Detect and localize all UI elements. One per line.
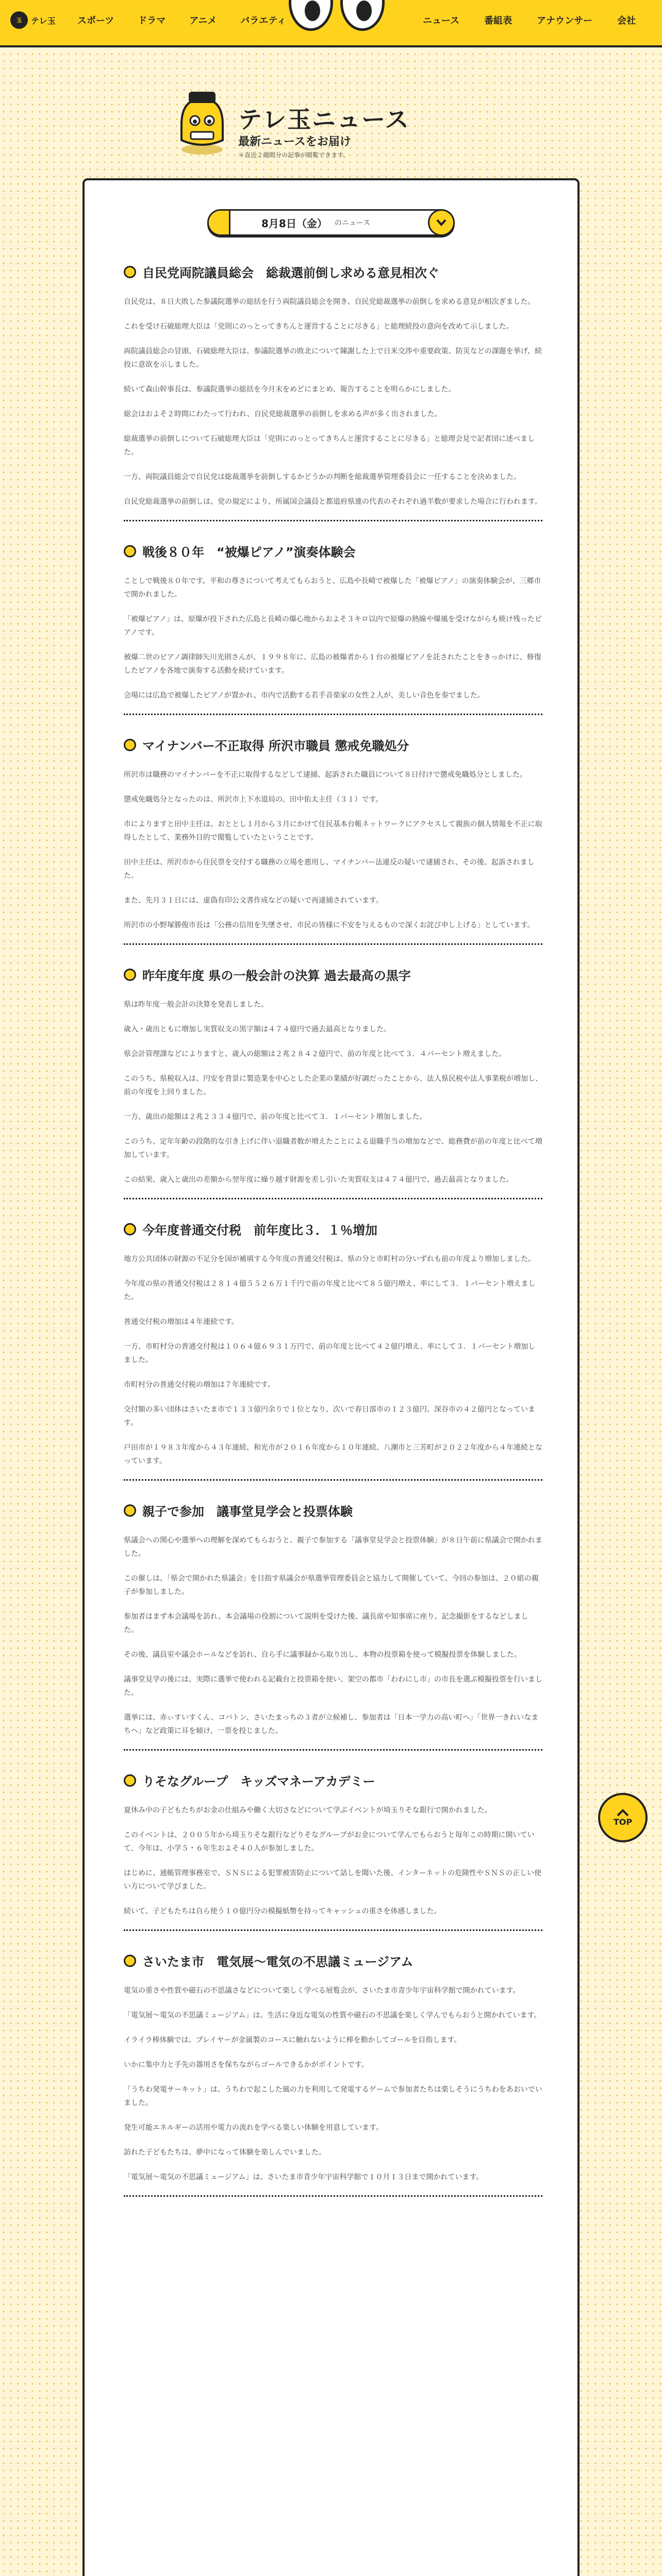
- article-paragraph: この催しは、「県会で開かれた県議会」を目指す県議会が県選挙管理委員会と協力して開催していて、今回の参加は、２０組の親子が参加しました。: [124, 1574, 539, 1596]
- article-paragraph: 市町村分の普通交付税の増加は７年連続です。: [124, 1381, 275, 1389]
- article-divider: [124, 1929, 542, 1931]
- nav-announcer[interactable]: アナウンサー: [537, 15, 593, 26]
- article-paragraph: 自民党は、８日大敗した参議院選挙の総括を行う両院議員総会を開き、自民党総裁選挙の前倒しを求める意見が相次ぎました。: [124, 298, 535, 306]
- article-paragraph: 県議会への関心や選挙への理解を深めてもらおうと、親子で参加する「議事堂見学会と投票体験」が８日午前に県議会で開かれました。: [124, 1536, 542, 1558]
- article-paragraph: 一方、両院議員総会で自民党は総裁選挙を前倒しするかどうかの判断を総裁選挙管理委員会に一任することを決めました。: [124, 473, 521, 481]
- article-paragraph: 総裁選挙の前倒しについて石破総理大臣は「党則にのっとってきちんと運営することに尽きる」と総理会見で記者団に述べました。: [124, 435, 535, 456]
- article-title: 昨年度年度 県の一般会計の決算 過去最高の黒字: [142, 969, 411, 983]
- news-article: [124, 1771, 542, 1931]
- news-article: [124, 1220, 542, 1481]
- article-divider: [124, 1198, 542, 1199]
- article-title: りそなグループ キッズマネーアカデミー: [142, 1774, 375, 1789]
- article-header: [124, 542, 542, 560]
- article-paragraph: その後、議員室や議会ホールなどを訪れ、自ら手に議事録から取り出し、本物の投票箱を使って模擬投票を体験しました。: [124, 1651, 521, 1659]
- article-list: [124, 263, 542, 2217]
- article-paragraph: 訪れた子どもたちは、夢中になって体験を楽しんでいました。: [124, 2148, 326, 2157]
- article-body: [124, 768, 542, 932]
- mascot-icon: [171, 89, 233, 161]
- article-divider: [124, 2195, 542, 2197]
- nav-variety[interactable]: バラエティ: [240, 15, 286, 26]
- page-title: テレ玉ニュース: [238, 106, 410, 133]
- article-paragraph: このうち、県税収入は、円安を背景に製造業を中心とした企業の業績が好調だったことから、法人県民税や法人事業税が増加し、前の年度を上回りました。: [124, 1075, 542, 1096]
- right-eye: [340, 0, 385, 31]
- news-card: [82, 178, 580, 2576]
- article-title: 親子で参加 議事堂見学会と投票体験: [142, 1504, 353, 1519]
- article-paragraph: このイベントは、２００５年から埼玉りそな銀行などりそなグループがお金について学んでもらおうと毎年この時期に開いていて、今年は、小学５・６年生およそ４０人が参加しました。: [124, 1831, 535, 1853]
- article-paragraph: 県会計管理課などによりますと、歳入の総額は２兆２８４２億円で、前の年度と比べて３．４パーセント増えました。: [124, 1050, 506, 1058]
- article-paragraph: この結果、歳入と歳出の差額から翌年度に繰り越す財源を差し引いた実質収支は４７４億円で、過去最高となりました。: [124, 1176, 514, 1184]
- article-paragraph: 参加者はまず本会議場を訪れ、本会議場の役割について説明を受けた後、議長席や知事席に座り、記念撮影をするなどしました。: [124, 1613, 528, 1634]
- article-header: [124, 1952, 542, 1970]
- article-paragraph: はじめに、通帳管理事務室で、ＳＮＳによる犯罪被害防止について話しを聞いた後、インターネットの危険性やＳＮＳの正しい使い方について学びました。: [124, 1869, 542, 1891]
- news-article: [124, 1952, 542, 2197]
- article-paragraph: これを受け石破総理大臣は「党則にのっとってきちんと運営することに尽きる」と総理続投の意向を改めて示しました。: [124, 323, 514, 331]
- article-paragraph: 地方公共団体の財源の不足分を国が補填する今年度の普通交付税は、県の分と市町村の分いずれも前の年度より増加しました。: [124, 1255, 535, 1263]
- site-header: [0, 0, 662, 47]
- article-divider: [124, 1749, 542, 1751]
- article-paragraph: ことしで戦後８０年です。平和の尊さについて考えてもらおうと、広島や長崎で被爆した「被爆ピアノ」の演奏体験会が、三郷市で開かれました。: [124, 577, 541, 599]
- article-paragraph: 「電気展〜電気の不思議ミュージアム」は、生活に身近な電気の性質や磁石の不思議を楽しく学んでもらおうと開かれています。: [124, 2011, 541, 2020]
- article-paragraph: 一方、市町村分の普通交付税は１０６４億６９３１万円で、前の年度と比べて４２億円増え、率にして３．１パーセント増加しました。: [124, 1343, 536, 1364]
- nav-drama[interactable]: ドラマ: [138, 15, 166, 26]
- article-title: マイナンバー不正取得 所沢市職員 懲戒免職処分: [142, 739, 409, 753]
- article-paragraph: 続いて、子どもたちは自ら使う１０億円分の模擬紙幣を持ってキャッシュの重さを体感しました。: [124, 1907, 441, 1916]
- article-divider: [124, 714, 542, 715]
- article-paragraph: 自民党総裁選挙の前倒しは、党の規定により、所属国会議員と都道府県連の代表のそれぞれ過半数が要求した場合に行われます。: [124, 498, 542, 506]
- nav-news[interactable]: ニュース: [423, 15, 460, 26]
- bullet-icon: [124, 1774, 136, 1787]
- chevron-down-icon[interactable]: [428, 209, 455, 236]
- site-logo[interactable]: [10, 11, 56, 29]
- article-paragraph: 夏休み中の子どもたちがお金の仕組みや働く大切さなどについて学ぶイベントが埼玉りそな銀行で開かれました。: [124, 1806, 492, 1815]
- article-paragraph: 続いて森山幹事長は、参議院選挙の総括を今月末をめどにまとめ、報告することを明らかにしました。: [124, 385, 456, 394]
- mascot-eyes-icon: [289, 0, 387, 36]
- article-paragraph: 所沢市は職務のマイナンバーを不正に取得するなどして逮捕、起訴された職員について８日付けで懲戒免職処分としました。: [124, 771, 527, 779]
- back-to-top-button[interactable]: [598, 1793, 648, 1842]
- article-divider: [124, 943, 542, 945]
- article-paragraph: 両院議員総会の冒頭、石破総理大臣は、参議院選挙の敗北について陳謝した上で日米交渉や重要政策、防災などの課題を挙げ、続投に意欲を示しました。: [124, 347, 542, 369]
- article-paragraph: 一方、歳出の総額は２兆２３３４億円で、前の年度と比べて３．１パーセント増加しました。: [124, 1113, 427, 1121]
- article-body: [124, 1252, 542, 1468]
- nav-anime[interactable]: アニメ: [189, 15, 217, 26]
- nav-company[interactable]: 会社: [617, 15, 636, 26]
- article-header: [124, 1501, 542, 1519]
- article-paragraph: 電気の重さや性質や磁石の不思議さなどについて楽しく学べる展覧会が、さいたま市青少年宇宙科学館で開かれています。: [124, 1987, 520, 1995]
- article-paragraph: 所沢市の小野塚勝俊市長は「公務の信用を失墜させ、市民の皆様に不安を与えるもので深くお詫び申し上げる」としています。: [124, 921, 535, 929]
- news-article: [124, 1501, 542, 1751]
- logo-text: テレ玉: [31, 15, 56, 26]
- bullet-icon: [124, 545, 136, 557]
- article-paragraph: 「電気展〜電気の不思議ミュージアム」は、さいたま市青少年宇宙科学館で１０月１３日まで開かれています。: [124, 2173, 484, 2181]
- article-paragraph: 会場には広島で被爆したピアノが置かれ、市内で活動する若手音楽家の女性２人が、美しい音色を奏でました。: [124, 691, 485, 700]
- article-paragraph: いかに集中力と手先の器用さを保ちながらゴールできるかがポイントです。: [124, 2061, 369, 2069]
- news-article: [124, 965, 542, 1199]
- article-paragraph: 県は昨年度一般会計の決算を発表しました。: [124, 1001, 268, 1009]
- nav-schedule[interactable]: 番組表: [484, 15, 512, 26]
- article-paragraph: 総会はおよそ２時間にわたって行われ、自民党総裁選挙の前倒しを求める声が多く出されました。: [124, 410, 442, 418]
- article-paragraph: 議事堂見学の後には、実際に選挙で使われる記載台と投票箱を使い、架空の都市「わわにし市」の市長を選ぶ模擬投票を行いました。: [124, 1675, 542, 1697]
- article-header: [124, 1220, 542, 1238]
- article-paragraph: 歳入・歳出ともに増加し実質収支の黒字額は４７４億円で過去最高となりました。: [124, 1025, 391, 1033]
- article-body: [124, 998, 542, 1187]
- article-paragraph: 被爆二世のピアノ調律師矢川光則さんが、１９９８年に、広島の被爆者から１台の被爆ピアノを託されたことをきっかけに、修復したピアノを各地で演奏する活動を続けています。: [124, 653, 541, 675]
- article-paragraph: 「うちわ発電サーキット」は、うちわで起こした風の力を利用して発電するゲームで参加者たちは楽しそうにうちわをあおいでいました。: [124, 2086, 542, 2107]
- article-title: 自民党両院議員総会 総裁選前倒し求める意見相次ぐ: [142, 266, 439, 280]
- nav-sports[interactable]: スポーツ: [77, 15, 114, 26]
- article-header: [124, 1771, 542, 1789]
- article-body: [124, 1804, 542, 1918]
- article-paragraph: 田中主任は、所沢市から住民票を交付する職務の立場を悪用し、マイナンバー法違反の疑いで逮捕され、その後、起訴されました。: [124, 858, 535, 880]
- date-suffix: のニュース: [334, 219, 371, 227]
- nav-left: [77, 13, 286, 27]
- article-paragraph: 普通交付税の増加は４年連続です。: [124, 1318, 239, 1326]
- news-article: [124, 263, 542, 521]
- article-divider: [124, 520, 542, 521]
- article-paragraph: 選挙には、赤ぃすいすくん、コバトン、さいたまっちの３者が立候補し、参加者は「日本一学力の高い町へ」「世界一きれいなまちへ」など政策に耳を傾け、一票を投じました。: [124, 1714, 539, 1735]
- bullet-icon: [124, 1504, 136, 1517]
- article-paragraph: 「被爆ピアノ」は、原爆が投下された広島と長崎の爆心地からおよそ３キロ以内で原爆の熱線や爆風を受けながらも焼け残ったピアノです。: [124, 615, 542, 637]
- article-paragraph: 発生可能エネルギーの活用や電力の流れを学べる楽しい体験を用意しています。: [124, 2124, 383, 2132]
- article-title: 今年度普通交付税 前年度比３．１％増加: [142, 1223, 377, 1238]
- article-paragraph: イライラ棒体験では、プレイヤーが金属製のコースに触れないように棒を動かしてゴールを目指します。: [124, 2036, 461, 2044]
- article-title: 戦後８０年 “被爆ピアノ”演奏体験会: [142, 545, 356, 560]
- chevron-up-icon: [616, 1809, 630, 1817]
- logo-badge: 玉: [10, 11, 28, 29]
- bullet-icon: [124, 969, 136, 981]
- date-selector[interactable]: [207, 209, 455, 236]
- page-note: ＊直近２週間分の記事が閲覧できます。: [238, 151, 350, 159]
- article-title: さいたま市 電気展〜電気の不思議ミュージアム: [142, 1955, 413, 1969]
- article-body: [124, 1984, 542, 2184]
- bullet-icon: [124, 266, 136, 278]
- article-body: [124, 1534, 542, 1738]
- article-header: [124, 736, 542, 754]
- bullet-icon: [124, 1223, 136, 1235]
- news-article: [124, 542, 542, 715]
- article-paragraph: また、先月３１日には、虚偽有印公文書作成などの疑いで再逮捕されています。: [124, 896, 383, 905]
- article-header: [124, 965, 542, 984]
- article-divider: [124, 1479, 542, 1481]
- page-subtitle: 最新ニュースをお届け: [238, 135, 351, 148]
- article-paragraph: 市によりますと田中主任は、おととし１月から３月にかけて住民基本台帳ネットワークにアクセスして親族の個人情報を不正に取得したとして、業務外目的で閲覧していたということです。: [124, 820, 542, 842]
- nav-right: [423, 13, 636, 27]
- article-paragraph: 今年度の県の普通交付税は２８１４億５５２６万１千円で前の年度と比べて８５億円増え、率にして３．１パーセント増えました。: [124, 1280, 536, 1301]
- bullet-icon: [124, 1955, 136, 1967]
- news-article: [124, 736, 542, 945]
- article-paragraph: 交付額の多い団体はさいたま市で１３３億円余りで１位となり、次いで春日部市の１２３億円、深谷市の４２億円となっています。: [124, 1405, 535, 1427]
- top-label: TOP: [613, 1817, 633, 1827]
- date-label: 8月8日（金）: [261, 217, 327, 230]
- article-paragraph: このうち、定年年齢の段階的な引き上げに伴い退職者数が増えたことによる退職手当の増加などで、総務費が前の年度と比べて増加しています。: [124, 1138, 542, 1159]
- article-body: [124, 295, 542, 509]
- article-paragraph: 懲戒免職処分となったのは、所沢市上下水道局の、田中佑太主任（３１）です。: [124, 795, 383, 804]
- article-body: [124, 574, 542, 702]
- bullet-icon: [124, 739, 136, 751]
- left-eye: [289, 0, 333, 31]
- article-header: [124, 263, 542, 281]
- article-paragraph: 戸田市が１９８３年度から４３年連続、和光市が２０１６年度から１０年連続、八潮市と三芳町が２０２２年度から４年連続となっています。: [124, 1444, 542, 1465]
